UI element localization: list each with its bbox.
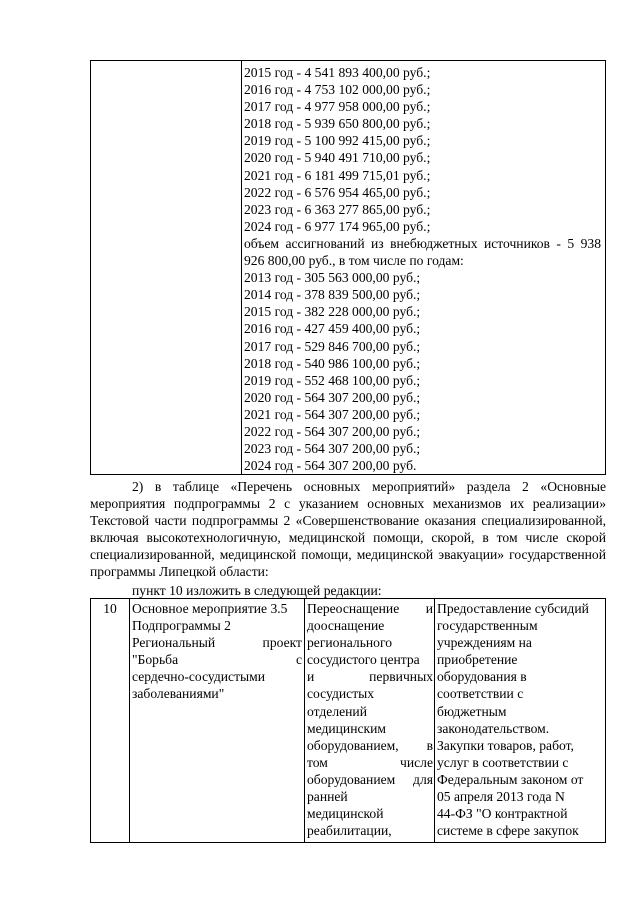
row-number: 10 xyxy=(103,601,117,616)
extra-funding-line: 2021 год - 564 307 200,00 руб.; xyxy=(244,406,421,422)
cell-line: Предоставление субсидий xyxy=(437,601,589,616)
funding-line: 2021 год - 6 181 499 715,01 руб.; xyxy=(244,167,431,183)
extra-funding-line: 2022 год - 564 307 200,00 руб.; xyxy=(244,423,421,439)
cell-line: оборудования в xyxy=(437,669,527,685)
punkt-line: пункт 10 изложить в следующей редакции: xyxy=(132,583,382,598)
cell-line: учреждениям на xyxy=(437,635,532,651)
cell-line: и первичных xyxy=(307,669,433,685)
extra-funding-line: 2024 год - 564 307 200,00 руб. xyxy=(244,458,417,474)
measures-table xyxy=(90,598,606,843)
cell-line: Подпрограммы 2 xyxy=(132,618,231,634)
cell-line: сосудистых xyxy=(307,686,375,702)
cell-line: оборудованием для xyxy=(307,771,433,787)
row-number-cell xyxy=(91,600,129,617)
cell-line: системе в сфере закупок xyxy=(437,823,579,839)
cell-line: ранней xyxy=(307,789,348,805)
cell-line: Переоснащение и xyxy=(307,601,433,616)
funding-line: 2017 год - 4 977 958 000,00 руб.; xyxy=(244,99,431,115)
cell-line: реабилитации, xyxy=(307,823,392,839)
measure-mechanism-cell xyxy=(437,600,604,839)
cell-line: сосудистого центра xyxy=(307,652,420,668)
cell-line: 44-ФЗ "О контрактной xyxy=(437,806,568,822)
cell-line: Закупки товаров, работ, xyxy=(437,737,574,753)
funding-line: 2018 год - 5 939 650 800,00 руб.; xyxy=(244,116,431,132)
cell-line: отделений xyxy=(307,703,367,719)
cell-line: приобретение xyxy=(437,652,518,668)
funding-line: 2023 год - 6 363 277 865,00 руб.; xyxy=(244,201,431,217)
measure-name-cell xyxy=(132,600,302,703)
funding-line: 2019 год - 5 100 992 415,00 руб.; xyxy=(244,133,431,149)
cell-line: услуг в соответствии с xyxy=(437,754,569,770)
cell-line: Федеральным законом от xyxy=(437,771,584,787)
cell-line: 05 апреля 2013 года N xyxy=(437,789,565,805)
cell-line: медицинской xyxy=(307,806,384,822)
cell-line: дооснащение xyxy=(307,618,385,634)
extra-funding-line: 2017 год - 529 846 700,00 руб.; xyxy=(244,338,421,354)
extra-funding-line: 2016 год - 427 459 400,00 руб.; xyxy=(244,321,421,337)
cell-line: том числе xyxy=(307,754,433,770)
cell-line: "Борьба с xyxy=(132,652,302,668)
cell-line: законодательством. xyxy=(437,720,550,736)
table-column-divider xyxy=(129,599,130,842)
cell-line: государственным xyxy=(437,618,538,634)
funding-line: 2020 год - 5 940 491 710,00 руб.; xyxy=(244,150,431,166)
extra-funding-line: 2014 год - 378 839 500,00 руб.; xyxy=(244,287,421,303)
funding-cell xyxy=(244,64,601,474)
amendment-paragraph: 2) в таблице «Перечень основных мероприятий» раздела 2 «Основные мероприятия подпрограммы 2 с указанием основных механизмов их реализации» Текстовой части подпрограммы 2 «Совершенствование оказания специализированной, включая высокотехнологичную, медицинской помощи, скорой, в том числе скорой специализированной, медицинской помощи, медицинской эвакуации» государственной программы Липецкой области: xyxy=(90,479,606,580)
table-column-divider xyxy=(304,599,305,842)
measure-description-cell xyxy=(307,600,433,839)
cell-line: регионального xyxy=(307,635,392,651)
extra-funding-line: 2019 год - 552 468 100,00 руб.; xyxy=(244,372,421,388)
cell-line: заболеваниями" xyxy=(132,686,225,702)
extra-funding-line: 2020 год - 564 307 200,00 руб.; xyxy=(244,389,421,405)
extra-funding-line: 2018 год - 540 986 100,00 руб.; xyxy=(244,355,421,371)
cell-line: оборудованием, в xyxy=(307,737,433,753)
cell-line: сердечно-сосудистыми xyxy=(132,669,266,685)
table-column-divider xyxy=(241,61,242,474)
funding-line: 2016 год - 4 753 102 000,00 руб.; xyxy=(244,82,431,98)
cell-line: Основное мероприятие 3.5 xyxy=(132,601,288,616)
extra-funding-line: 2023 год - 564 307 200,00 руб.; xyxy=(244,441,421,457)
funding-line: 2024 год - 6 977 174 965,00 руб.; xyxy=(244,218,431,234)
funding-line: 2022 год - 6 576 954 465,00 руб.; xyxy=(244,184,431,200)
funding-table xyxy=(90,60,606,475)
cell-line: медицинским xyxy=(307,720,386,736)
cell-line: бюджетным xyxy=(437,703,507,719)
extra-budget-paragraph: объем ассигнований из внебюджетных источников - 5 938 926 800,00 руб., в том числе по годам: xyxy=(244,235,601,269)
cell-line: Региональный проект xyxy=(132,635,302,651)
body-text xyxy=(90,478,606,581)
funding-line: 2015 год - 4 541 893 400,00 руб.; xyxy=(244,65,431,80)
extra-funding-line: 2015 год - 382 228 000,00 руб.; xyxy=(244,304,421,320)
extra-funding-line: 2013 год - 305 563 000,00 руб.; xyxy=(244,270,421,286)
cell-line: соответствии с xyxy=(437,686,524,702)
table-column-divider xyxy=(434,599,435,842)
